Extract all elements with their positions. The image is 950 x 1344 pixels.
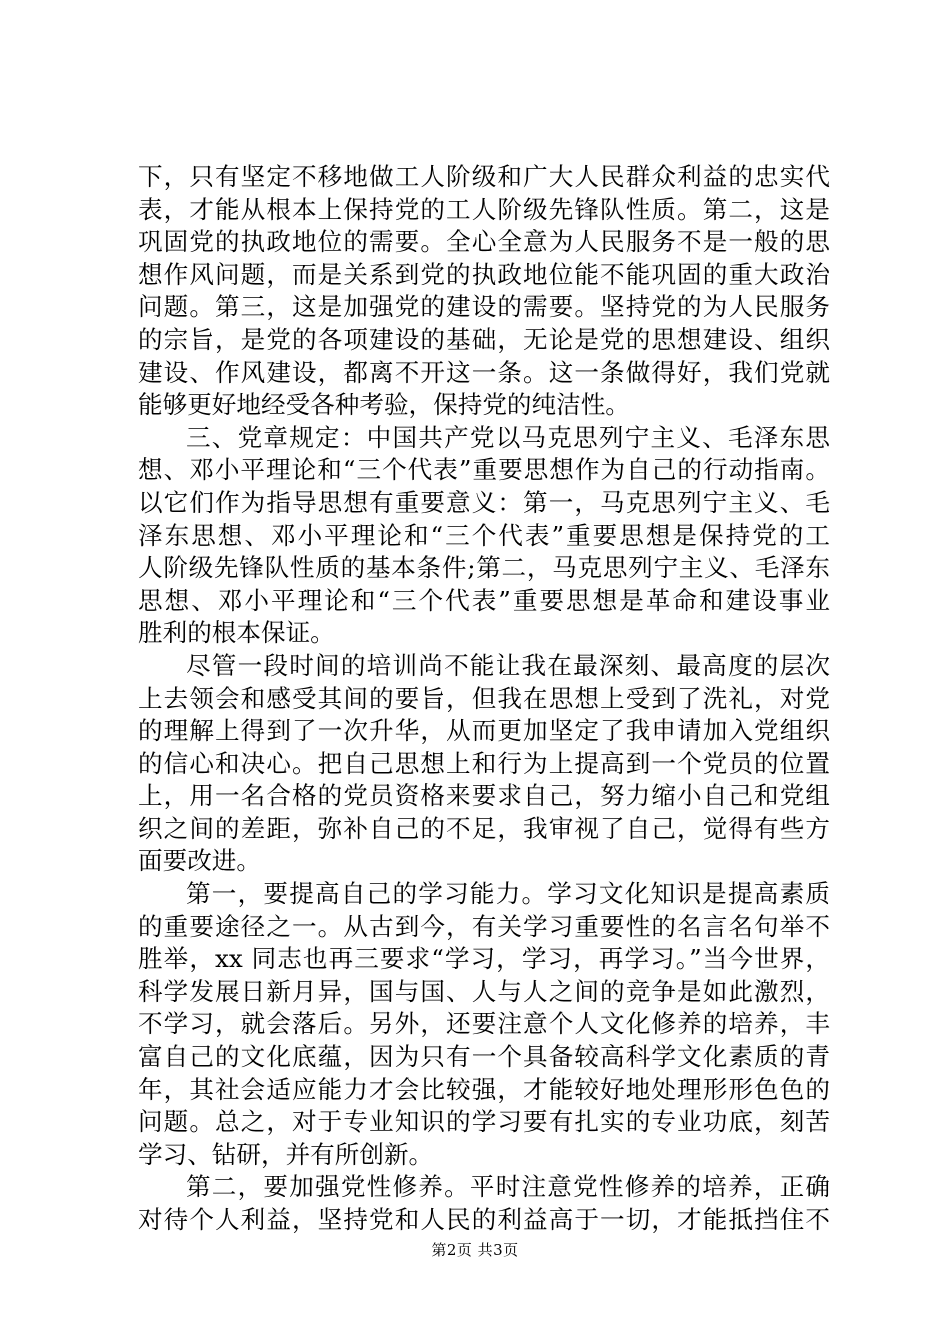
text-line: 人阶级先锋队性质的基本条件;第二，马克思列宁主义、毛泽东: [138, 553, 830, 583]
text-line: 科学发展日新月异，国与国、人与人之间的竞争是如此激烈，: [138, 976, 830, 1006]
text-line: 想作风问题，而是关系到党的执政地位能不能巩固的重大政治: [138, 259, 830, 289]
text-line: 问题。第三，这是加强党的建设的需要。坚持党的为人民服务: [138, 292, 830, 322]
text-line: 上去领会和感受其间的要旨，但我在思想上受到了洗礼，对党: [138, 683, 830, 713]
text-line: 建设、作风建设，都离不开这一条。这一条做得好，我们党就: [138, 357, 830, 387]
text-line: 表，才能从根本上保持党的工人阶级先锋队性质。第二，这是: [138, 194, 830, 224]
text-line: 第二，要加强党性修养。平时注意党性修养的培养，正确: [186, 1172, 830, 1202]
text-line: 第一，要提高自己的学习能力。学习文化知识是提高素质: [186, 879, 830, 909]
text-line: 想、邓小平理论和“三个代表”重要思想作为自己的行动指南。: [138, 455, 830, 485]
text-line: 泽东思想、邓小平理论和“三个代表”重要思想是保持党的工: [138, 520, 830, 550]
text-line: 不学习，就会落后。另外，还要注意个人文化修养的培养，丰: [138, 1009, 830, 1039]
text-line: 下，只有坚定不移地做工人阶级和广大人民群众利益的忠实代: [138, 162, 830, 191]
text-line: 富自己的文化底蕴，因为只有一个具备较高科学文化素质的青: [138, 1042, 830, 1072]
text-line: 上，用一名合格的党员资格来要求自己，努力缩小自己和党组: [138, 781, 830, 811]
text-line: 能够更好地经受各种考验，保持党的纯洁性。: [138, 390, 630, 420]
text-line: 面要改进。: [138, 846, 261, 876]
text-line: 胜利的根本保证。: [138, 618, 335, 648]
text-line: 三、党章规定：中国共产党以马克思列宁主义、毛泽东思: [186, 422, 830, 452]
page-footer: 第2页 共3页: [431, 1241, 519, 1259]
text-line: 思想、邓小平理论和“三个代表”重要思想是革命和建设事业: [138, 585, 830, 615]
text-line: 对待个人利益，坚持党和人民的利益高于一切，才能抵挡住不: [138, 1205, 830, 1234]
text-line: 的信心和决心。把自己思想上和行为上提高到一个党员的位置: [138, 748, 830, 778]
text-line: 学习、钻研，并有所创新。: [138, 1139, 434, 1169]
text-line: 织之间的差距，弥补自己的不足，我审视了自己，觉得有些方: [138, 813, 830, 843]
text-line: 的重要途径之一。从古到今，有关学习重要性的名言名句举不: [138, 911, 830, 941]
text-line: 以它们作为指导思想有重要意义：第一，马克思列宁主义、毛: [138, 487, 830, 517]
text-line: 尽管一段时间的培训尚不能让我在最深刻、最高度的层次: [186, 650, 830, 680]
document-body: [138, 161, 830, 1237]
text-line: 的宗旨，是党的各项建设的基础，无论是党的思想建设、组织: [138, 324, 830, 354]
text-line: 胜举，xx 同志也再三要求“学习，学习，再学习。”当今世界，: [138, 944, 830, 974]
text-line: 问题。总之，对于专业知识的学习要有扎实的专业功底，刻苦: [138, 1107, 830, 1137]
text-line: 的理解上得到了一次升华，从而更加坚定了我申请加入党组织: [138, 716, 830, 746]
text-line: 年，其社会适应能力才会比较强，才能较好地处理形形色色的: [138, 1074, 830, 1104]
text-line: 巩固党的执政地位的需要。全心全意为人民服务不是一般的思: [138, 227, 830, 257]
